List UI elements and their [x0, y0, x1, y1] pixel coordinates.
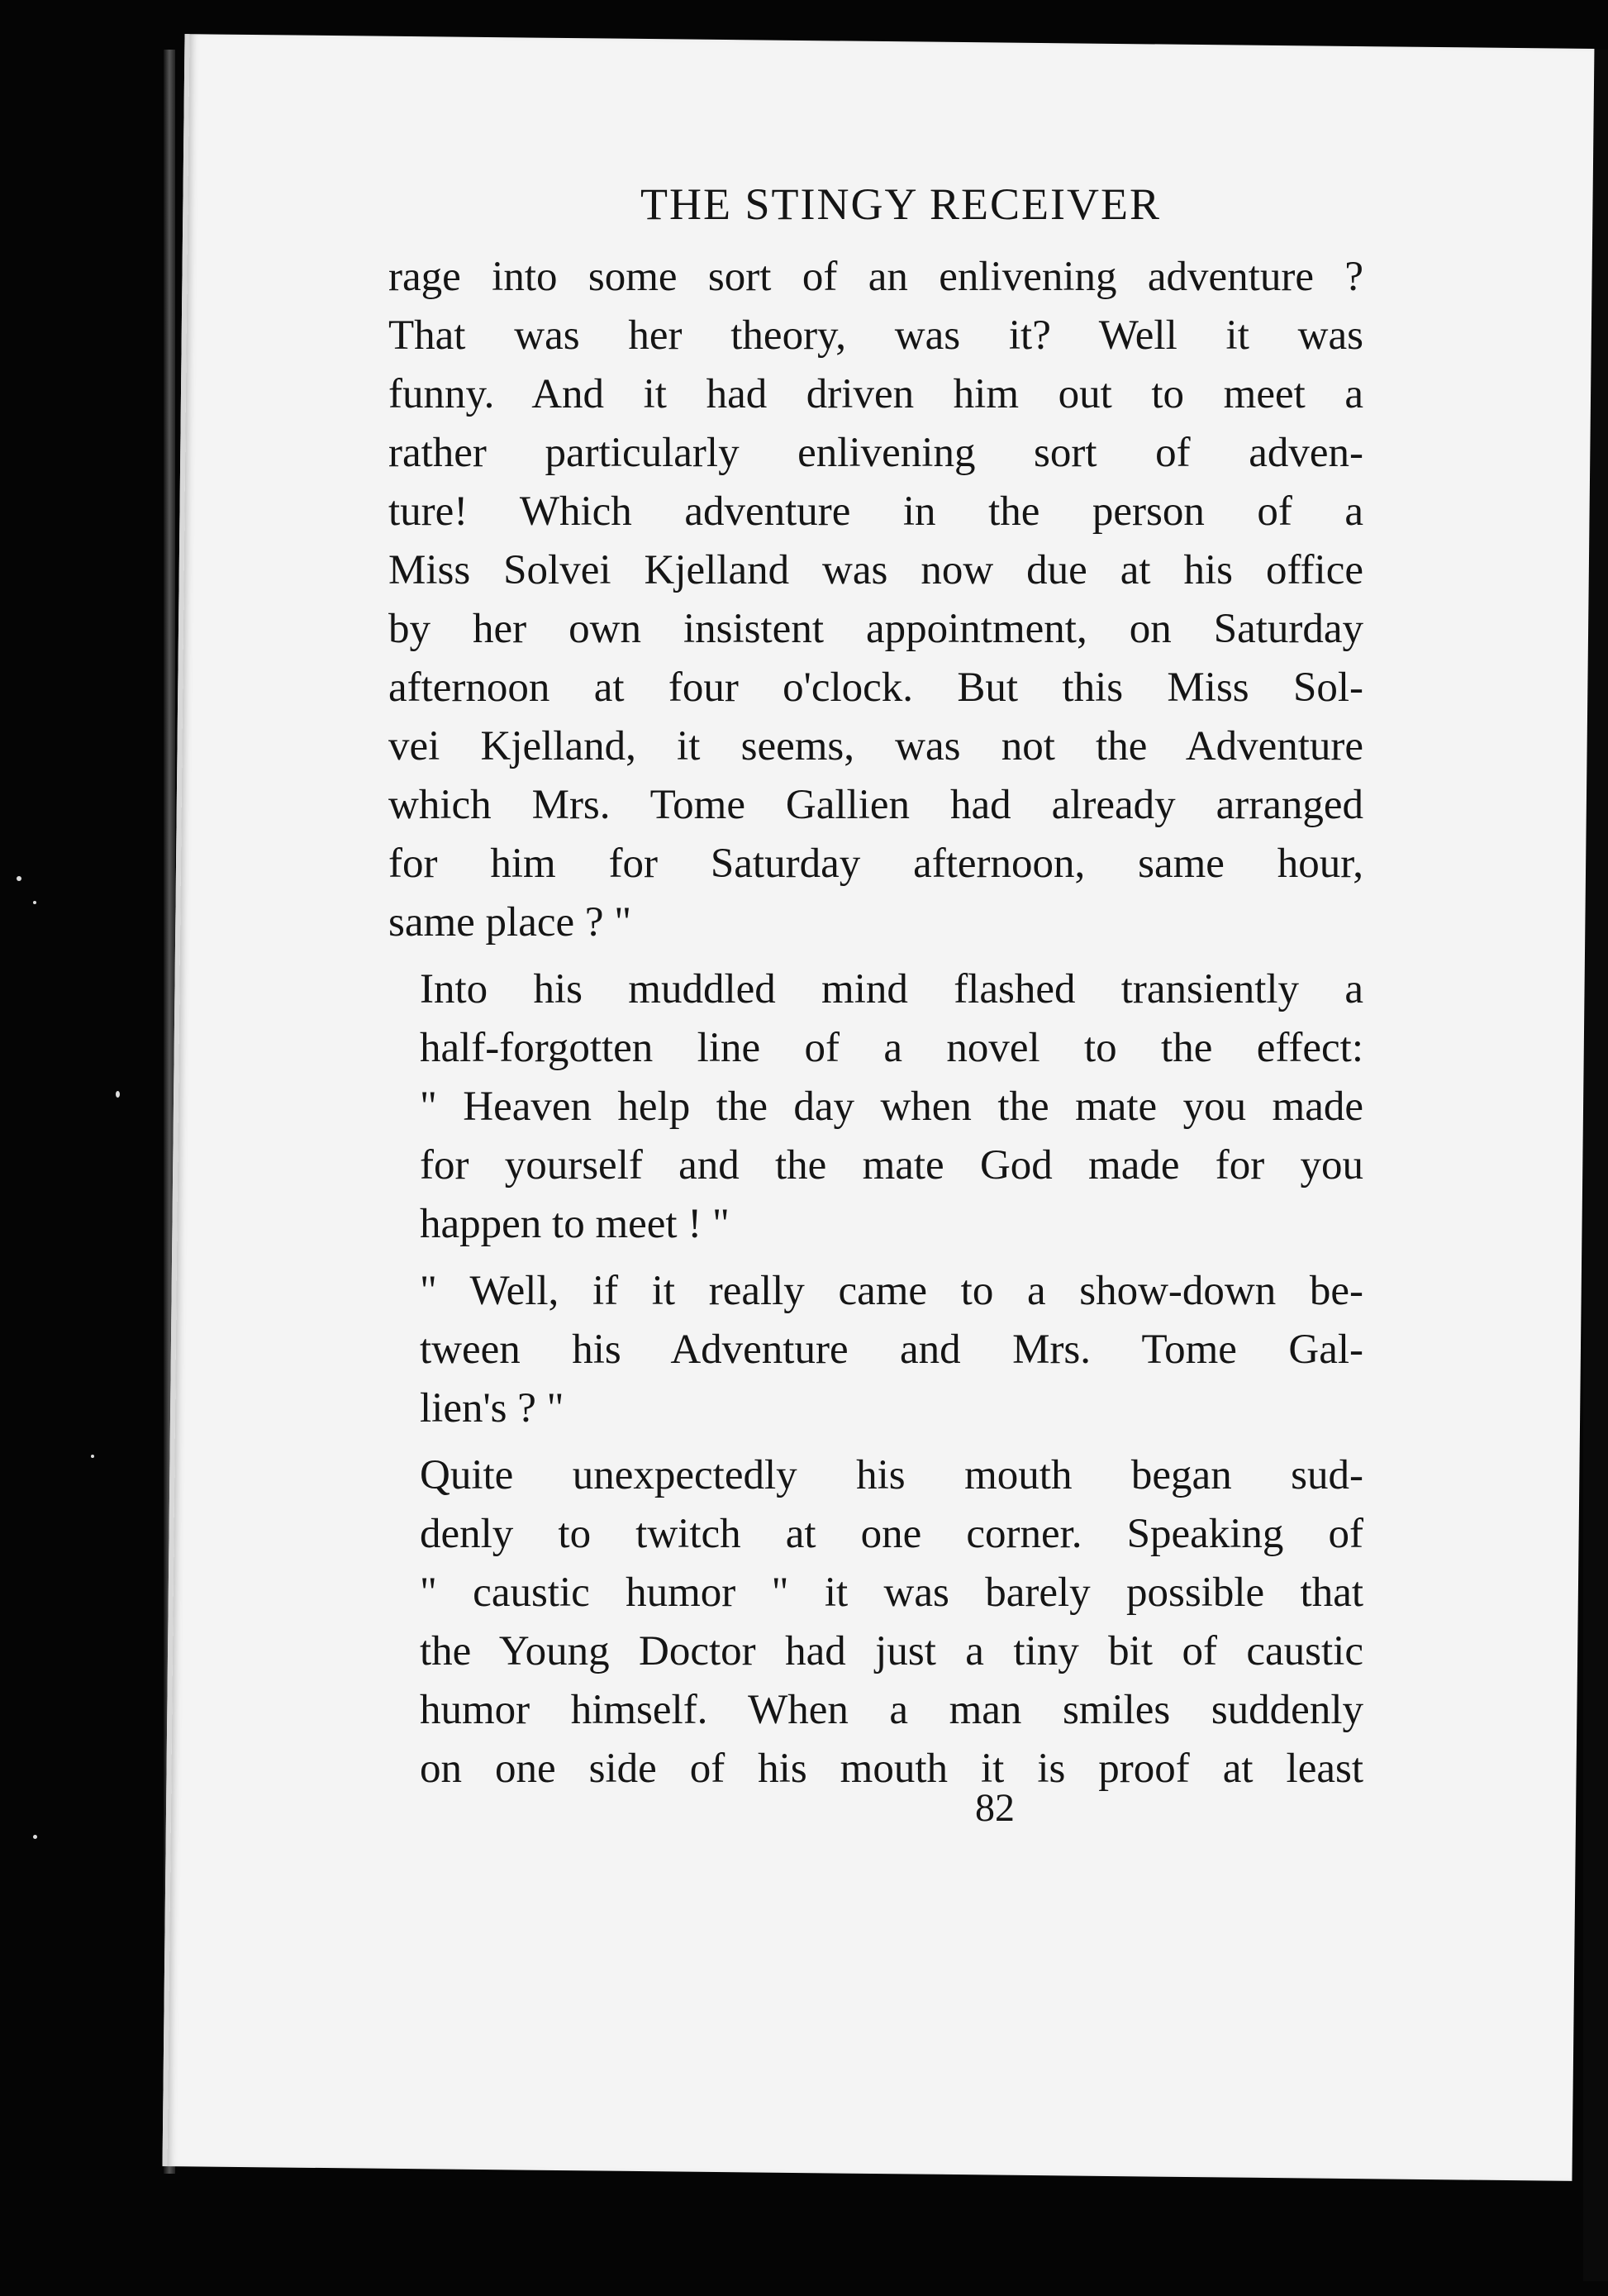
text-line: Miss Solvei Kjelland was now due at his office [388, 546, 1363, 593]
text-line: for yourself and the mate God made for you [420, 1141, 1363, 1188]
dust-speck [33, 1835, 37, 1839]
paragraph [388, 960, 1363, 1254]
text-line: vei Kjelland, it seems, was not the Adventure [388, 722, 1363, 769]
text-line: denly to twitch at one corner. Speaking of [420, 1510, 1363, 1557]
text-line: Into his muddled mind flashed transiently a [420, 965, 1363, 1012]
page-number: 82 [975, 1786, 1015, 1830]
paragraph [388, 248, 1363, 952]
text-line: funny. And it had driven him out to meet a [388, 370, 1363, 417]
paragraph [388, 1262, 1363, 1438]
text-line: half-forgotten line of a novel to the effect: [420, 1024, 1363, 1071]
paragraph [388, 1446, 1363, 1798]
dust-speck [91, 1455, 94, 1458]
text-line: Quite unexpectedly his mouth began sud- [420, 1451, 1363, 1498]
text-line: " caustic humor " it was barely possible that [420, 1569, 1363, 1616]
text-line: humor himself. When a man smiles suddenly [420, 1686, 1363, 1733]
text-line: " Well, if it really came to a show-down be- [420, 1267, 1363, 1314]
text-line: afternoon at four o'clock. But this Miss Sol- [388, 664, 1363, 711]
text-line: by her own insistent appointment, on Saturday [388, 605, 1363, 652]
text-line: lien's ? " [420, 1384, 564, 1431]
dust-speck [116, 1091, 120, 1098]
text-line: " Heaven help the day when the mate you made [420, 1083, 1363, 1130]
dust-speck [33, 901, 36, 904]
dust-speck [17, 876, 21, 881]
text-line: on one side of his mouth it is proof at least [420, 1745, 1363, 1792]
text-line: ture! Which adventure in the person of a [388, 488, 1363, 535]
text-line: rather particularly enlivening sort of adven- [388, 429, 1363, 476]
page-text [388, 178, 1363, 1798]
text-line: same place ? " [388, 898, 632, 946]
text-line: tween his Adventure and Mrs. Tome Gal- [420, 1326, 1363, 1373]
text-line: That was her theory, was it? Well it was [388, 312, 1363, 359]
text-line: happen to meet ! " [420, 1200, 730, 1247]
text-line: for him for Saturday afternoon, same hour, [388, 840, 1363, 887]
text-line: which Mrs. Tome Gallien had already arranged [388, 781, 1363, 828]
text-line: rage into some sort of an enlivening adventure ? [388, 253, 1363, 300]
text-line: the Young Doctor had just a tiny bit of caustic [420, 1627, 1363, 1674]
running-head: THE STINGY RECEIVER [640, 179, 1161, 229]
